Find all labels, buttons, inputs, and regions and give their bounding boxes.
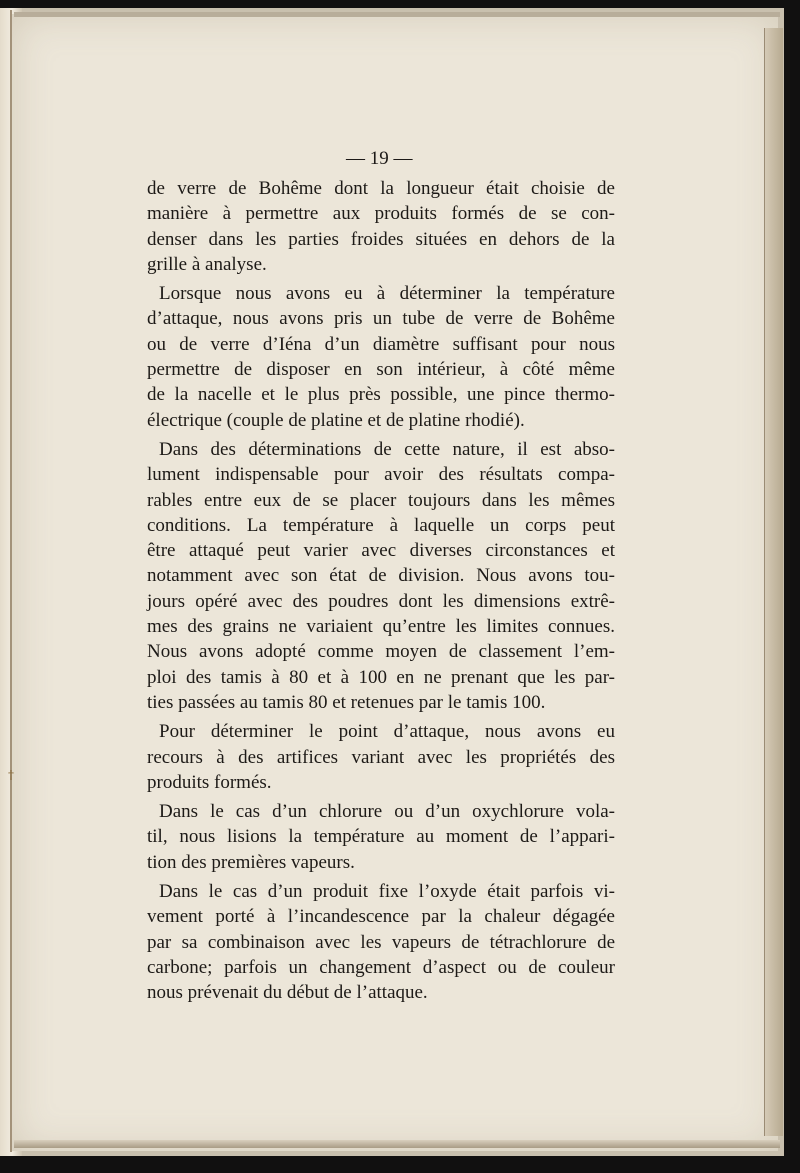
text-line: ties passées au tamis 80 et retenues par le tamis 100.: [147, 691, 546, 713]
text-line: til, nous lisions la température au moment de l’appari-: [147, 826, 615, 848]
text-line: lument indispensable pour avoir des résultats compa-: [147, 464, 615, 486]
text-line: Lorsque nous avons eu à déterminer la température: [159, 283, 615, 305]
text-line: denser dans les parties froides situées en dehors de la: [147, 228, 615, 250]
text-line: ploi des tamis à 80 et à 100 en ne prenant que les par-: [147, 666, 615, 688]
text-line: jours opéré avec des poudres dont les dimensions extrê-: [147, 590, 615, 612]
text-line: Pour déterminer le point d’attaque, nous avons eu: [159, 721, 615, 743]
text-line: produits formés.: [147, 771, 272, 793]
text-line: Dans le cas d’un produit fixe l’oxyde était parfois vi-: [159, 881, 615, 903]
text-line: manière à permettre aux produits formés de se con-: [147, 203, 615, 225]
text-line: Dans des déterminations de cette nature, il est abso-: [159, 438, 615, 460]
text-line: tion des premières vapeurs.: [147, 851, 355, 873]
text-line: de la nacelle et le plus près possible, une pince thermo-: [147, 384, 615, 406]
text-line: Nous avons adopté comme moyen de classement l’em-: [147, 641, 615, 663]
page-number: — 19 —: [346, 148, 413, 169]
page-top-edge: [14, 12, 780, 17]
text-line: grille à analyse.: [147, 253, 267, 275]
page-right-edge: [764, 28, 783, 1136]
text-line: mes des grains ne variaient qu’entre les limites connues.: [147, 616, 615, 638]
page-bottom-edge: [14, 1140, 780, 1148]
text-line: notamment avec son état de division. Nous avons tou-: [147, 565, 615, 587]
text-line: être attaqué peut varier avec diverses circonstances et: [147, 540, 615, 562]
text-line: rables entre eux de se placer toujours dans les mêmes: [147, 489, 615, 511]
text-line: vement porté à l’incandescence par la chaleur dégagée: [147, 906, 615, 928]
text-line: permettre de disposer en son intérieur, à côté même: [147, 359, 615, 381]
body-text: [147, 176, 615, 1006]
text-line: conditions. La température à laquelle un corps peut: [147, 514, 615, 536]
text-line: ou de verre d’Iéna d’un diamètre suffisant pour nous: [147, 333, 615, 355]
text-line: nous prévenait du début de l’attaque.: [147, 982, 428, 1004]
text-line: par sa combinaison avec les vapeurs de tétrachlorure de: [147, 931, 615, 953]
text-line: recours à des artifices variant avec les propriétés des: [147, 746, 615, 768]
binding-pin-icon: †: [8, 768, 14, 782]
text-line: d’attaque, nous avons pris un tube de verre de Bohême: [147, 308, 615, 330]
text-line: électrique (couple de platine et de platine rhodié).: [147, 409, 525, 431]
text-line: Dans le cas d’un chlorure ou d’un oxychlorure vola-: [159, 801, 615, 823]
text-line: carbone; parfois un changement d’aspect ou de couleur: [147, 956, 615, 978]
text-line: de verre de Bohême dont la longueur était choisie de: [147, 178, 615, 199]
